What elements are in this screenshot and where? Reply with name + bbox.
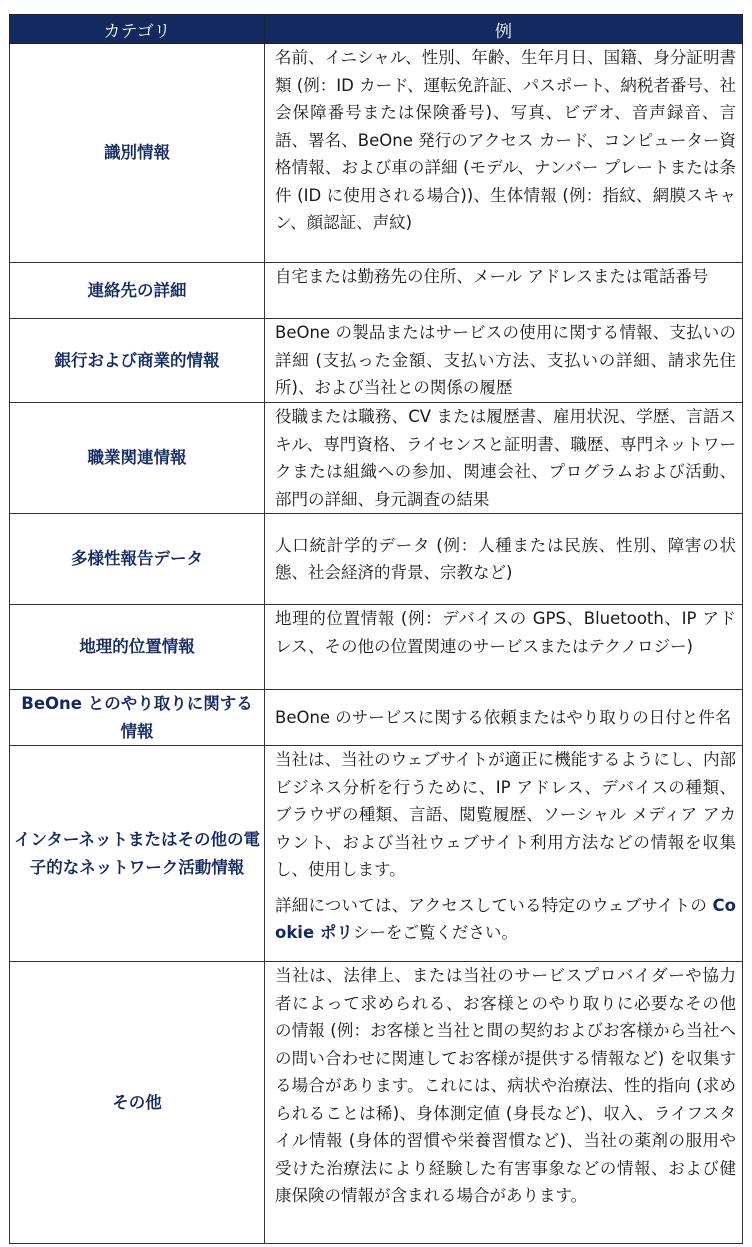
- category-cell: BeOne とのやり取りに関する情報: [10, 690, 265, 746]
- table-row: [10, 319, 743, 403]
- table-row: [10, 605, 743, 690]
- table-row: [10, 746, 743, 962]
- example-cell: 人口統計学的データ (例：人種または民族、性別、障害の状態、社会経済的背景、宗教など): [265, 514, 743, 605]
- example-cell: [265, 746, 743, 962]
- cookie-policy-link[interactable]: Cookie ポリ: [275, 895, 736, 942]
- table-header-row: [10, 15, 743, 44]
- category-cell: インターネットまたはその他の電子的なネットワーク活動情報: [10, 746, 265, 962]
- category-cell: 識別情報: [10, 44, 265, 263]
- category-cell: 多様性報告データ: [10, 514, 265, 605]
- cookie-note-suffix: シーをご覧ください。: [352, 923, 518, 942]
- example-cell: 役職または職務、CV または履歴書、雇用状況、学歴、言語スキル、専門資格、ライセンスと証明書、職歴、専門ネットワークまたは組織への参加、関連会社、プログラムおよび活動、部門の詳細、身元調査の結果: [265, 403, 743, 514]
- categories-table-container: [9, 14, 742, 1244]
- table-row: [10, 962, 743, 1244]
- personal-info-categories-table: [9, 14, 743, 1244]
- cookie-note-prefix: 詳細については、アクセスしている特定のウェブサイトの: [275, 895, 713, 915]
- example-paragraph: 当社は、当社のウェブサイトが適正に機能するようにし、内部ビジネス分析を行うために、IP アドレス、デバイスの種類、ブラウザの種類、言語、閲覧履歴、ソーシャル メディア アカウント、および当社ウェブサイト利用方法などの情報を収集し、使用します。: [275, 750, 736, 879]
- table-row: [10, 514, 743, 605]
- category-cell: その他: [10, 962, 265, 1244]
- example-cell: 地理的位置情報 (例：デバイスの GPS、Bluetooth、IP アドレス、その他の位置関連のサービスまたはテクノロジー): [265, 605, 743, 690]
- example-cell: 名前、イニシャル、性別、年齢、生年月日、国籍、身分証明書類 (例：ID カード、運転免許証、パスポート、納税者番号、社会保障番号または保険番号)、写真、ビデオ、音声録音、言語、署名、BeOne 発行のアクセス カード、コンピューター資格情報、および車の詳細 (モデル、ナンバー プレートまたは条件 (ID に使用される場合))、生体情報 (例：指紋、網膜スキャン、顔認証、声紋): [265, 44, 743, 263]
- category-cell: 連絡先の詳細: [10, 263, 265, 319]
- header-category: カテゴリ: [10, 15, 265, 44]
- example-cell: 自宅または勤務先の住所、メール アドレスまたは電話番号: [265, 263, 743, 319]
- table-row: [10, 263, 743, 319]
- table-row: [10, 690, 743, 746]
- category-cell: 銀行および商業的情報: [10, 319, 265, 403]
- example-cell: BeOne の製品またはサービスの使用に関する情報、支払いの詳細 (支払った金額、支払い方法、支払いの詳細、請求先住所)、および当社との関係の履歴: [265, 319, 743, 403]
- example-cell: BeOne のサービスに関する依頼またはやり取りの日付と件名: [265, 690, 743, 746]
- table-row: [10, 44, 743, 263]
- category-cell: 地理的位置情報: [10, 605, 265, 690]
- example-cell: 当社は、法律上、または当社のサービスプロバイダーや協力者によって求められる、お客様とのやり取りに必要なその他の情報 (例：お客様と当社と間の契約およびお客様から当社への問い合わせに関連してお客様が提供する情報など) を収集する場合があります。これには、病状や治療法、性的指向 (求められることは稀)、身体測定値 (身長など)、収入、ライフスタイル情報 (身体的習慣や栄養習慣など)、当社の薬剤の服用や受けた治療法により経験した有害事象などの情報、および健康保険の情報が含まれる場合があります。: [265, 962, 743, 1244]
- header-example: 例: [265, 15, 743, 44]
- category-cell: 職業関連情報: [10, 403, 265, 514]
- table-row: [10, 403, 743, 514]
- cookie-note: [275, 892, 736, 947]
